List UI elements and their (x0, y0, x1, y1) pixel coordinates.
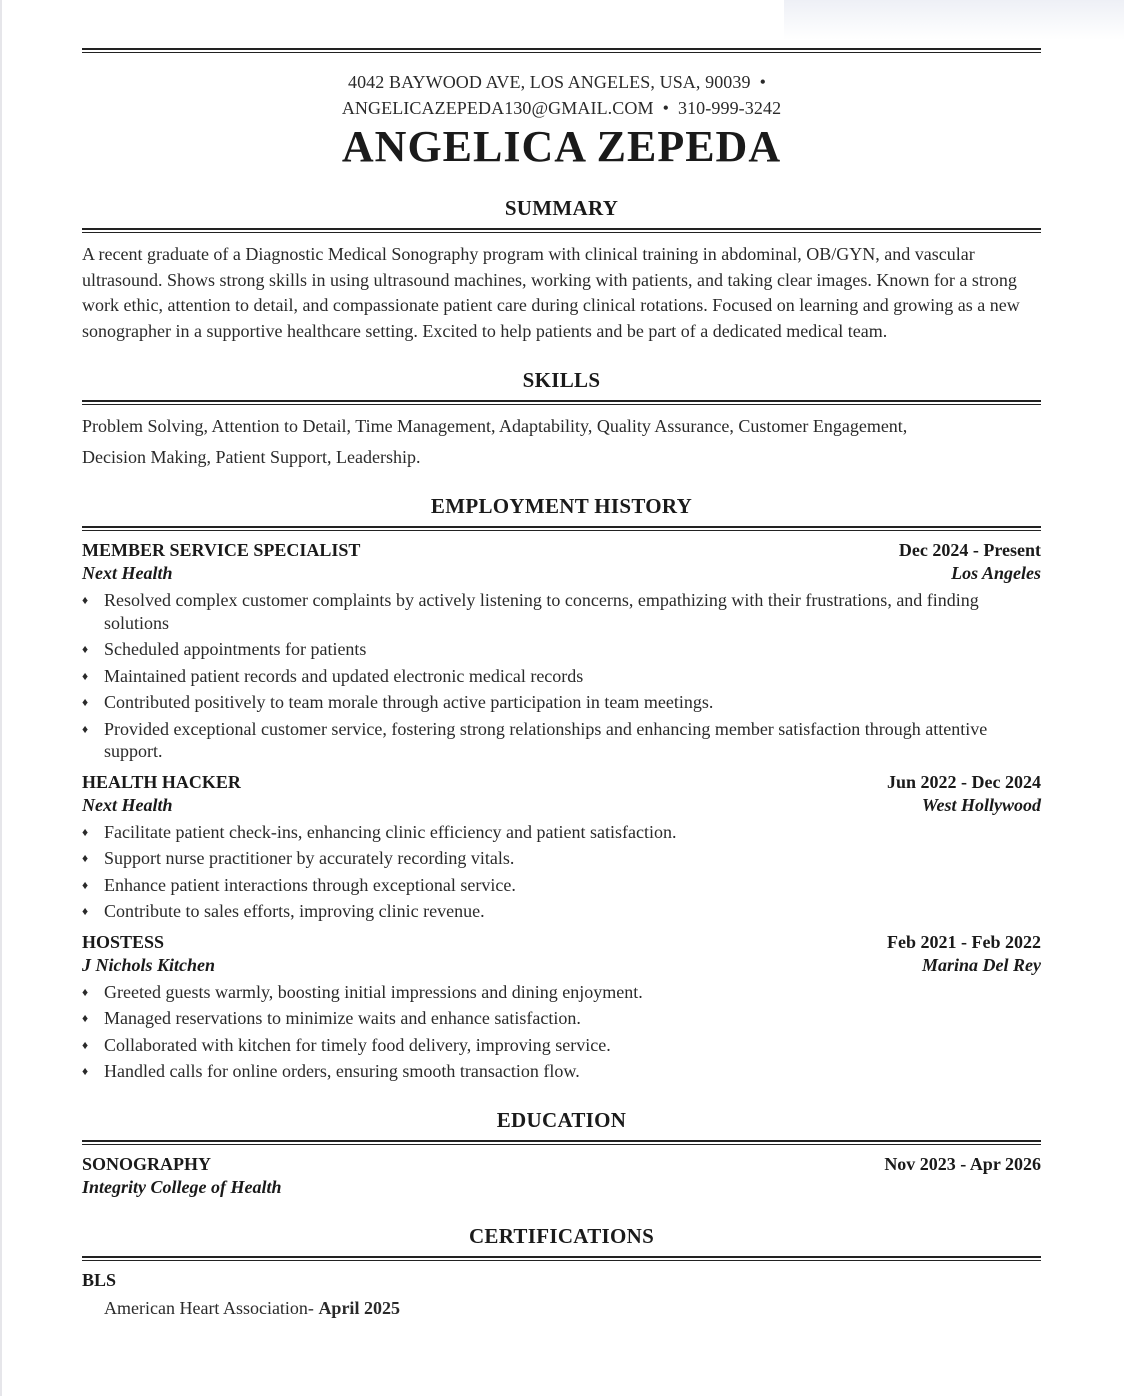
bullet-text: Handled calls for online orders, ensuring smooth transaction flow. (104, 1061, 580, 1081)
employment-section (82, 493, 1041, 1083)
resume-page (82, 48, 1041, 1320)
section-rule (82, 228, 1041, 233)
job-location: West Hollywood (921, 794, 1041, 815)
skill-item: Decision Making, (82, 447, 211, 467)
skill-item: Patient Support, (215, 447, 332, 467)
list-item (82, 718, 1041, 763)
section-rule (82, 400, 1041, 405)
section-rule (82, 1256, 1041, 1261)
job-bullets (82, 589, 1041, 763)
skill-item: Leadership. (335, 447, 421, 467)
summary-text: A recent graduate of a Diagnostic Medical Sonography program with clinical training in abdominal, OB/GYN, and vascular ultrasound. Shows strong skills in using ultrasound machines, working with patients, and taking clear images. Known for a strong work ethic, attention to detail, and compassionate patient care during clinical rotations. Focused on learning and growing as a new sonographer in a supportive healthcare setting. Excited to help patients and be part of a dedicated medical team. (82, 244, 1020, 341)
diamond-bullet-icon: ♦ (82, 1011, 89, 1025)
certification-issuer: American Heart Association- (104, 1297, 314, 1318)
contact-line-1 (82, 69, 1041, 95)
list-item (82, 1060, 1041, 1083)
job-subheader (82, 562, 1041, 585)
bullet-text: Provided exceptional customer service, fostering strong relationships and enhancing member satisfaction through attentive support. (104, 718, 988, 761)
skill-item: Adaptability, (499, 416, 593, 436)
skill-item: Quality Assurance, (596, 416, 734, 436)
list-item (82, 1007, 1041, 1030)
bullet-text: Contributed positively to team morale through active participation in team meetings. (104, 692, 714, 712)
skill-item: Time Management, (355, 416, 496, 436)
bullet-text: Resolved complex customer complaints by actively listening to concerns, empathizing with their frustrations, and finding solutions (104, 590, 979, 633)
page-shadow (784, 0, 1124, 40)
contact-block (82, 69, 1041, 121)
diamond-bullet-icon: ♦ (82, 1037, 89, 1052)
job-entry (82, 931, 1041, 1083)
education-entry (82, 1153, 1041, 1199)
skills-section (82, 367, 1041, 473)
diamond-bullet-icon: ♦ (82, 877, 89, 892)
diamond-bullet-icon: ♦ (82, 824, 89, 839)
job-location: Marina Del Rey (922, 954, 1041, 975)
skills-heading: SKILLS (522, 368, 601, 392)
job-bullets (82, 821, 1041, 923)
list-item (82, 638, 1041, 661)
bullet-text: Scheduled appointments for patients (104, 639, 367, 659)
list-item (82, 691, 1041, 714)
candidate-name: ANGELICA ZEPEDA (341, 122, 782, 171)
job-title: MEMBER SERVICE SPECIALIST (82, 540, 361, 560)
job-dates: Feb 2021 - Feb 2022 (887, 931, 1041, 952)
job-subheader (82, 954, 1041, 977)
diamond-bullet-icon: ♦ (82, 593, 89, 607)
diamond-bullet-icon: ♦ (82, 642, 89, 656)
degree-name: SONOGRAPHY (82, 1153, 212, 1174)
job-company: J Nichols Kitchen (82, 954, 216, 975)
job-subheader (82, 794, 1041, 817)
list-item (82, 589, 1041, 634)
certification-date: April 2025 (318, 1297, 400, 1318)
education-section (82, 1107, 1041, 1199)
contact-email: ANGELICAZEPEDA130@GMAIL.COM (341, 98, 654, 118)
bullet-text: Facilitate patient check-ins, enhancing clinic efficiency and patient satisfaction. (104, 821, 677, 842)
certification-entry (82, 1269, 1041, 1320)
diamond-bullet-icon: ♦ (82, 984, 89, 999)
bullet-text: Enhance patient interactions through exceptional service. (104, 874, 516, 895)
diamond-bullet-icon: ♦ (82, 851, 89, 865)
education-subheader (82, 1176, 1041, 1199)
skill-item: Attention to Detail, (211, 416, 352, 436)
diamond-bullet-icon: ♦ (82, 904, 89, 918)
contact-phone: 310-999-3242 (677, 98, 782, 118)
skills-list (82, 411, 1041, 473)
education-heading: EDUCATION (496, 1107, 627, 1132)
section-rule (82, 526, 1041, 531)
bullet-text: Contribute to sales efforts, improving clinic revenue. (104, 901, 485, 921)
skill-item: Problem Solving, (82, 416, 209, 436)
education-dates: Nov 2023 - Apr 2026 (884, 1153, 1041, 1174)
summary-section (82, 195, 1041, 344)
list-item (82, 874, 1041, 897)
bullet-text: Support nurse practitioner by accurately recording vitals. (104, 848, 515, 868)
diamond-bullet-icon: ♦ (82, 695, 89, 709)
contact-separator: • (662, 98, 669, 118)
list-item (82, 847, 1041, 870)
certifications-section (82, 1223, 1041, 1320)
education-header (82, 1153, 1041, 1176)
job-header (82, 931, 1041, 954)
diamond-bullet-icon: ♦ (82, 668, 89, 683)
job-header (82, 539, 1041, 562)
bullet-text: Collaborated with kitchen for timely food delivery, improving service. (104, 1034, 611, 1055)
diamond-bullet-icon: ♦ (82, 1064, 89, 1078)
employment-heading: EMPLOYMENT HISTORY (430, 494, 693, 518)
certification-detail (82, 1296, 1041, 1320)
skill-item: Customer Engagement, (738, 416, 908, 436)
job-company: Next Health (82, 563, 173, 583)
diamond-bullet-icon: ♦ (82, 721, 89, 736)
list-item (82, 821, 1041, 844)
bullet-text: Maintained patient records and updated electronic medical records (104, 665, 584, 686)
list-item (82, 665, 1041, 688)
contact-line-2 (82, 95, 1041, 121)
job-dates: Jun 2022 - Dec 2024 (887, 771, 1041, 792)
certifications-heading: CERTIFICATIONS (468, 1223, 655, 1248)
page-edge (0, 0, 2, 1396)
job-entry (82, 771, 1041, 923)
job-location: Los Angeles (951, 563, 1041, 583)
bullet-text: Managed reservations to minimize waits and enhance satisfaction. (104, 1008, 581, 1028)
job-header (82, 771, 1041, 794)
contact-separator: • (759, 72, 767, 92)
job-title: HEALTH HACKER (82, 771, 241, 792)
job-company: Next Health (82, 794, 173, 815)
job-bullets (82, 981, 1041, 1083)
job-dates: Dec 2024 - Present (898, 540, 1041, 560)
job-title: HOSTESS (82, 931, 165, 952)
section-rule (82, 1140, 1041, 1145)
top-rule (82, 48, 1041, 53)
school-name: Integrity College of Health (82, 1176, 282, 1197)
list-item (82, 900, 1041, 923)
certification-name: BLS (82, 1269, 117, 1290)
contact-address: 4042 BAYWOOD AVE, LOS ANGELES, USA, 90039 (347, 72, 751, 92)
summary-heading: SUMMARY (504, 196, 619, 220)
job-entry (82, 539, 1041, 763)
list-item (82, 981, 1041, 1004)
bullet-text: Greeted guests warmly, boosting initial impressions and dining enjoyment. (104, 981, 643, 1002)
list-item (82, 1034, 1041, 1057)
